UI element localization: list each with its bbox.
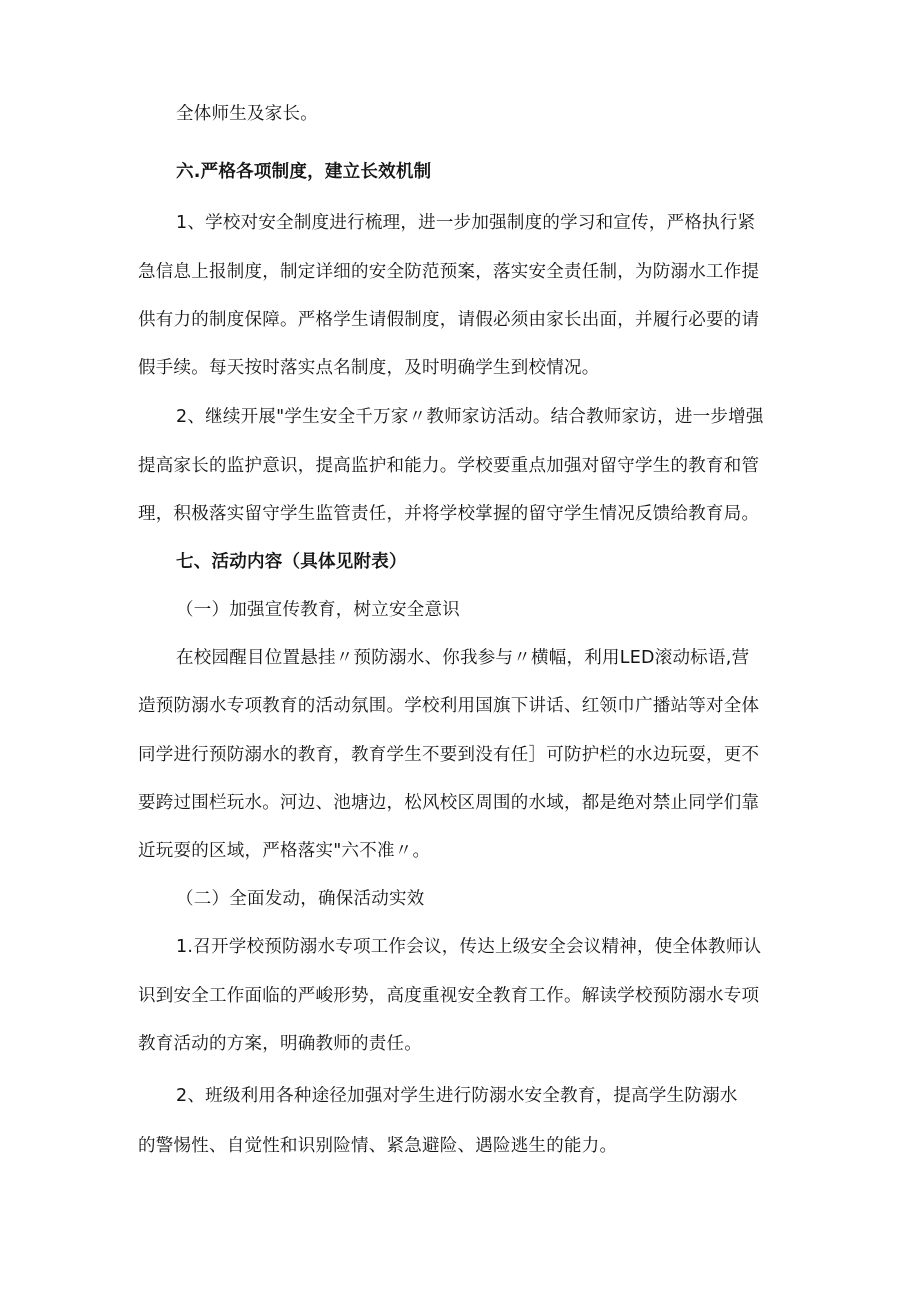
- section-heading-6: 六.严格各项制度，建立长效机制: [176, 162, 432, 182]
- paragraph-line: 全体师生及家长。: [176, 104, 318, 124]
- subsection-heading-2: （二）全面发动，确保活动实效: [176, 889, 425, 909]
- paragraph-line: 供有力的制度保障。严格学生请假制度，请假必须由家长出面，并履行必要的请: [138, 310, 760, 330]
- paragraph-line: 识到安全工作面临的严峻形势，高度重视安全教育工作。解读学校预防溺水专项: [138, 986, 760, 1006]
- paragraph-line: 的警惕性、自觉性和识别险情、紧急避险、遇险逃生的能力。: [138, 1136, 618, 1156]
- paragraph-line: 要跨过围栏玩水。河边、池塘边，松风校区周围的水域，都是绝对禁止同学们靠: [138, 793, 760, 813]
- paragraph-line: 2、班级利用各种途径加强对学生进行防溺水安全教育，提高学生防溺水: [176, 1086, 738, 1106]
- paragraph-line: 提高家长的监护意识，提高监护和能力。学校要重点加强对留守学生的教育和管: [138, 456, 760, 476]
- paragraph-line: 教育活动的方案，明确教师的责任。: [138, 1034, 422, 1054]
- paragraph-line: 同学进行预防溺水的教育，教育学生不要到没有任］可防护栏的水边玩耍，更不: [138, 745, 760, 765]
- paragraph-line: 急信息上报制度，制定详细的安全防范预案，落实安全责任制，为防溺水工作提: [138, 262, 760, 282]
- paragraph-line: 造预防溺水专项教育的活动氛围。学校利用国旗下讲话、红领巾广播站等对全体: [138, 696, 760, 716]
- section-heading-7: 七、活动内容（具体见附表）: [176, 552, 407, 572]
- paragraph-line: 近玩耍的区域，严格落实"六不准〃。: [138, 841, 431, 861]
- paragraph-line: 1、学校对安全制度进行梳理，进一步加强制度的学习和宣传，严格执行紧: [176, 213, 756, 233]
- paragraph-line: 在校园醒目位置悬挂〃预防溺水、你我参与〃横幅，利用LED滚动标语,营: [176, 648, 750, 668]
- paragraph-line: 1.召开学校预防溺水专项工作会议，传达上级安全会议精神，使全体教师认: [176, 937, 762, 957]
- paragraph-line: 假手续。每天按时落实点名制度，及时明确学生到校情况。: [138, 358, 600, 378]
- paragraph-line: 2、继续开展"学生安全千万家〃教师家访活动。结合教师家访，进一步增强: [176, 407, 764, 427]
- paragraph-line: 理，积极落实留守学生监管责任，并将学校掌握的留守学生情况反馈给教育局。: [138, 504, 760, 524]
- subsection-heading-1: （一）加强宣传教育，树立安全意识: [176, 600, 460, 620]
